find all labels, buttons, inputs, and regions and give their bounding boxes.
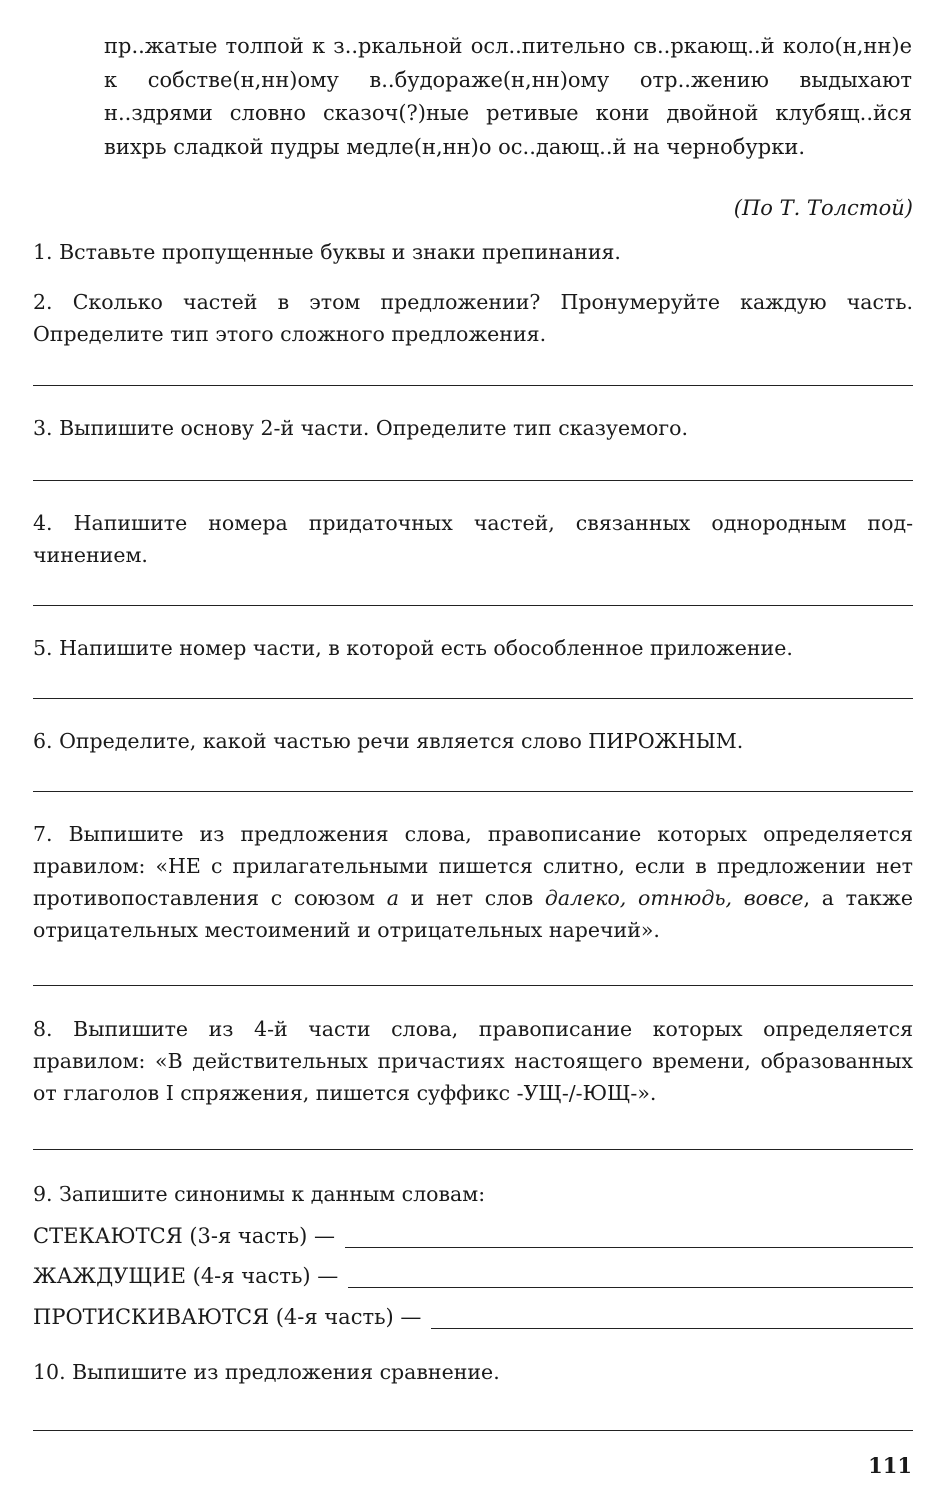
synonym-row-1: [33, 1216, 913, 1248]
task-8: 8. Выпишите из 4-й части слова, правописание которых определяется правилом: «В действительных причастиях настоящего времени, образованных от глаголов I спряжения, пишется суффикс -УЩ-/-ЮЩ-».: [33, 1017, 913, 1105]
answer-line-6[interactable]: [33, 791, 913, 792]
task-9: 9. Запишите синонимы к данным словам:: [33, 1182, 486, 1206]
task-7-text-c: , а также отрицательных местоимений и отрицательных наречий».: [33, 886, 913, 942]
synonym-label-3: ПРОТИСКИВАЮТСЯ (4-я часть) —: [33, 1305, 422, 1329]
synonym-row-2: [33, 1256, 913, 1288]
task-6: 6. Определите, какой частью речи является слово ПИРОЖНЫМ.: [33, 729, 744, 753]
task-7-text-a: 7. Выпишите из предложения слова, правописание которых определяется правилом: «НЕ с прилагательными пишется слитно, если в предложении нет противопоставления с союзом: [33, 822, 913, 910]
task-4: 4. Напишите номера придаточных частей, связанных однородным подчинением.: [33, 511, 913, 567]
task-7-italic-a: а: [386, 886, 399, 910]
answer-line-3[interactable]: [33, 480, 913, 481]
answer-line-7[interactable]: [33, 985, 913, 986]
task-2: 2. Сколько частей в этом предложении? Пронумеруйте каждую часть. Определите тип этого сложного предложения.: [33, 290, 913, 346]
synonym-answer-line-3[interactable]: [431, 1306, 913, 1329]
synonym-row-3: [33, 1297, 913, 1329]
answer-line-10[interactable]: [33, 1430, 913, 1431]
task-3: 3. Выпишите основу 2-й части. Определите тип сказуемого.: [33, 416, 688, 440]
passage-source: (По Т. Толстой): [733, 196, 913, 220]
synonym-label-1: СТЕКАЮТСЯ (3-я часть) —: [33, 1224, 335, 1248]
task-7: [33, 818, 913, 946]
answer-line-2[interactable]: [33, 385, 913, 386]
synonym-answer-line-1[interactable]: [345, 1225, 913, 1248]
synonym-label-2: ЖАЖДУЩИЕ (4-я часть) —: [33, 1264, 339, 1288]
synonym-answer-line-2[interactable]: [348, 1265, 913, 1288]
answer-line-8[interactable]: [33, 1149, 913, 1150]
task-10: 10. Выпишите из предложения сравнение.: [33, 1360, 500, 1384]
task-5: 5. Напишите номер части, в которой есть обособленное приложение.: [33, 636, 793, 660]
passage-text: пр..жатые толпой к з..ркальной осл..пительно св..ркающ..й коло(н,нн)е к собстве(н,нн)ому в..будораже(н,нн)ому отр..жению выдыхают н..здрями словно сказоч(?)ные ретивые кони двойной клубящ..йся вихрь сладкой пудры медле(н,нн)о ос..дающ..й на чернобурки.: [104, 34, 912, 159]
task-7-italic-b: далеко, отнюдь, вовсе: [544, 886, 804, 910]
task-1: 1. Вставьте пропущенные буквы и знаки препинания.: [33, 240, 621, 264]
answer-line-5[interactable]: [33, 698, 913, 699]
task-7-text-b: и нет слов: [398, 886, 545, 910]
answer-line-4[interactable]: [33, 605, 913, 606]
page-number: 111: [868, 1453, 912, 1478]
